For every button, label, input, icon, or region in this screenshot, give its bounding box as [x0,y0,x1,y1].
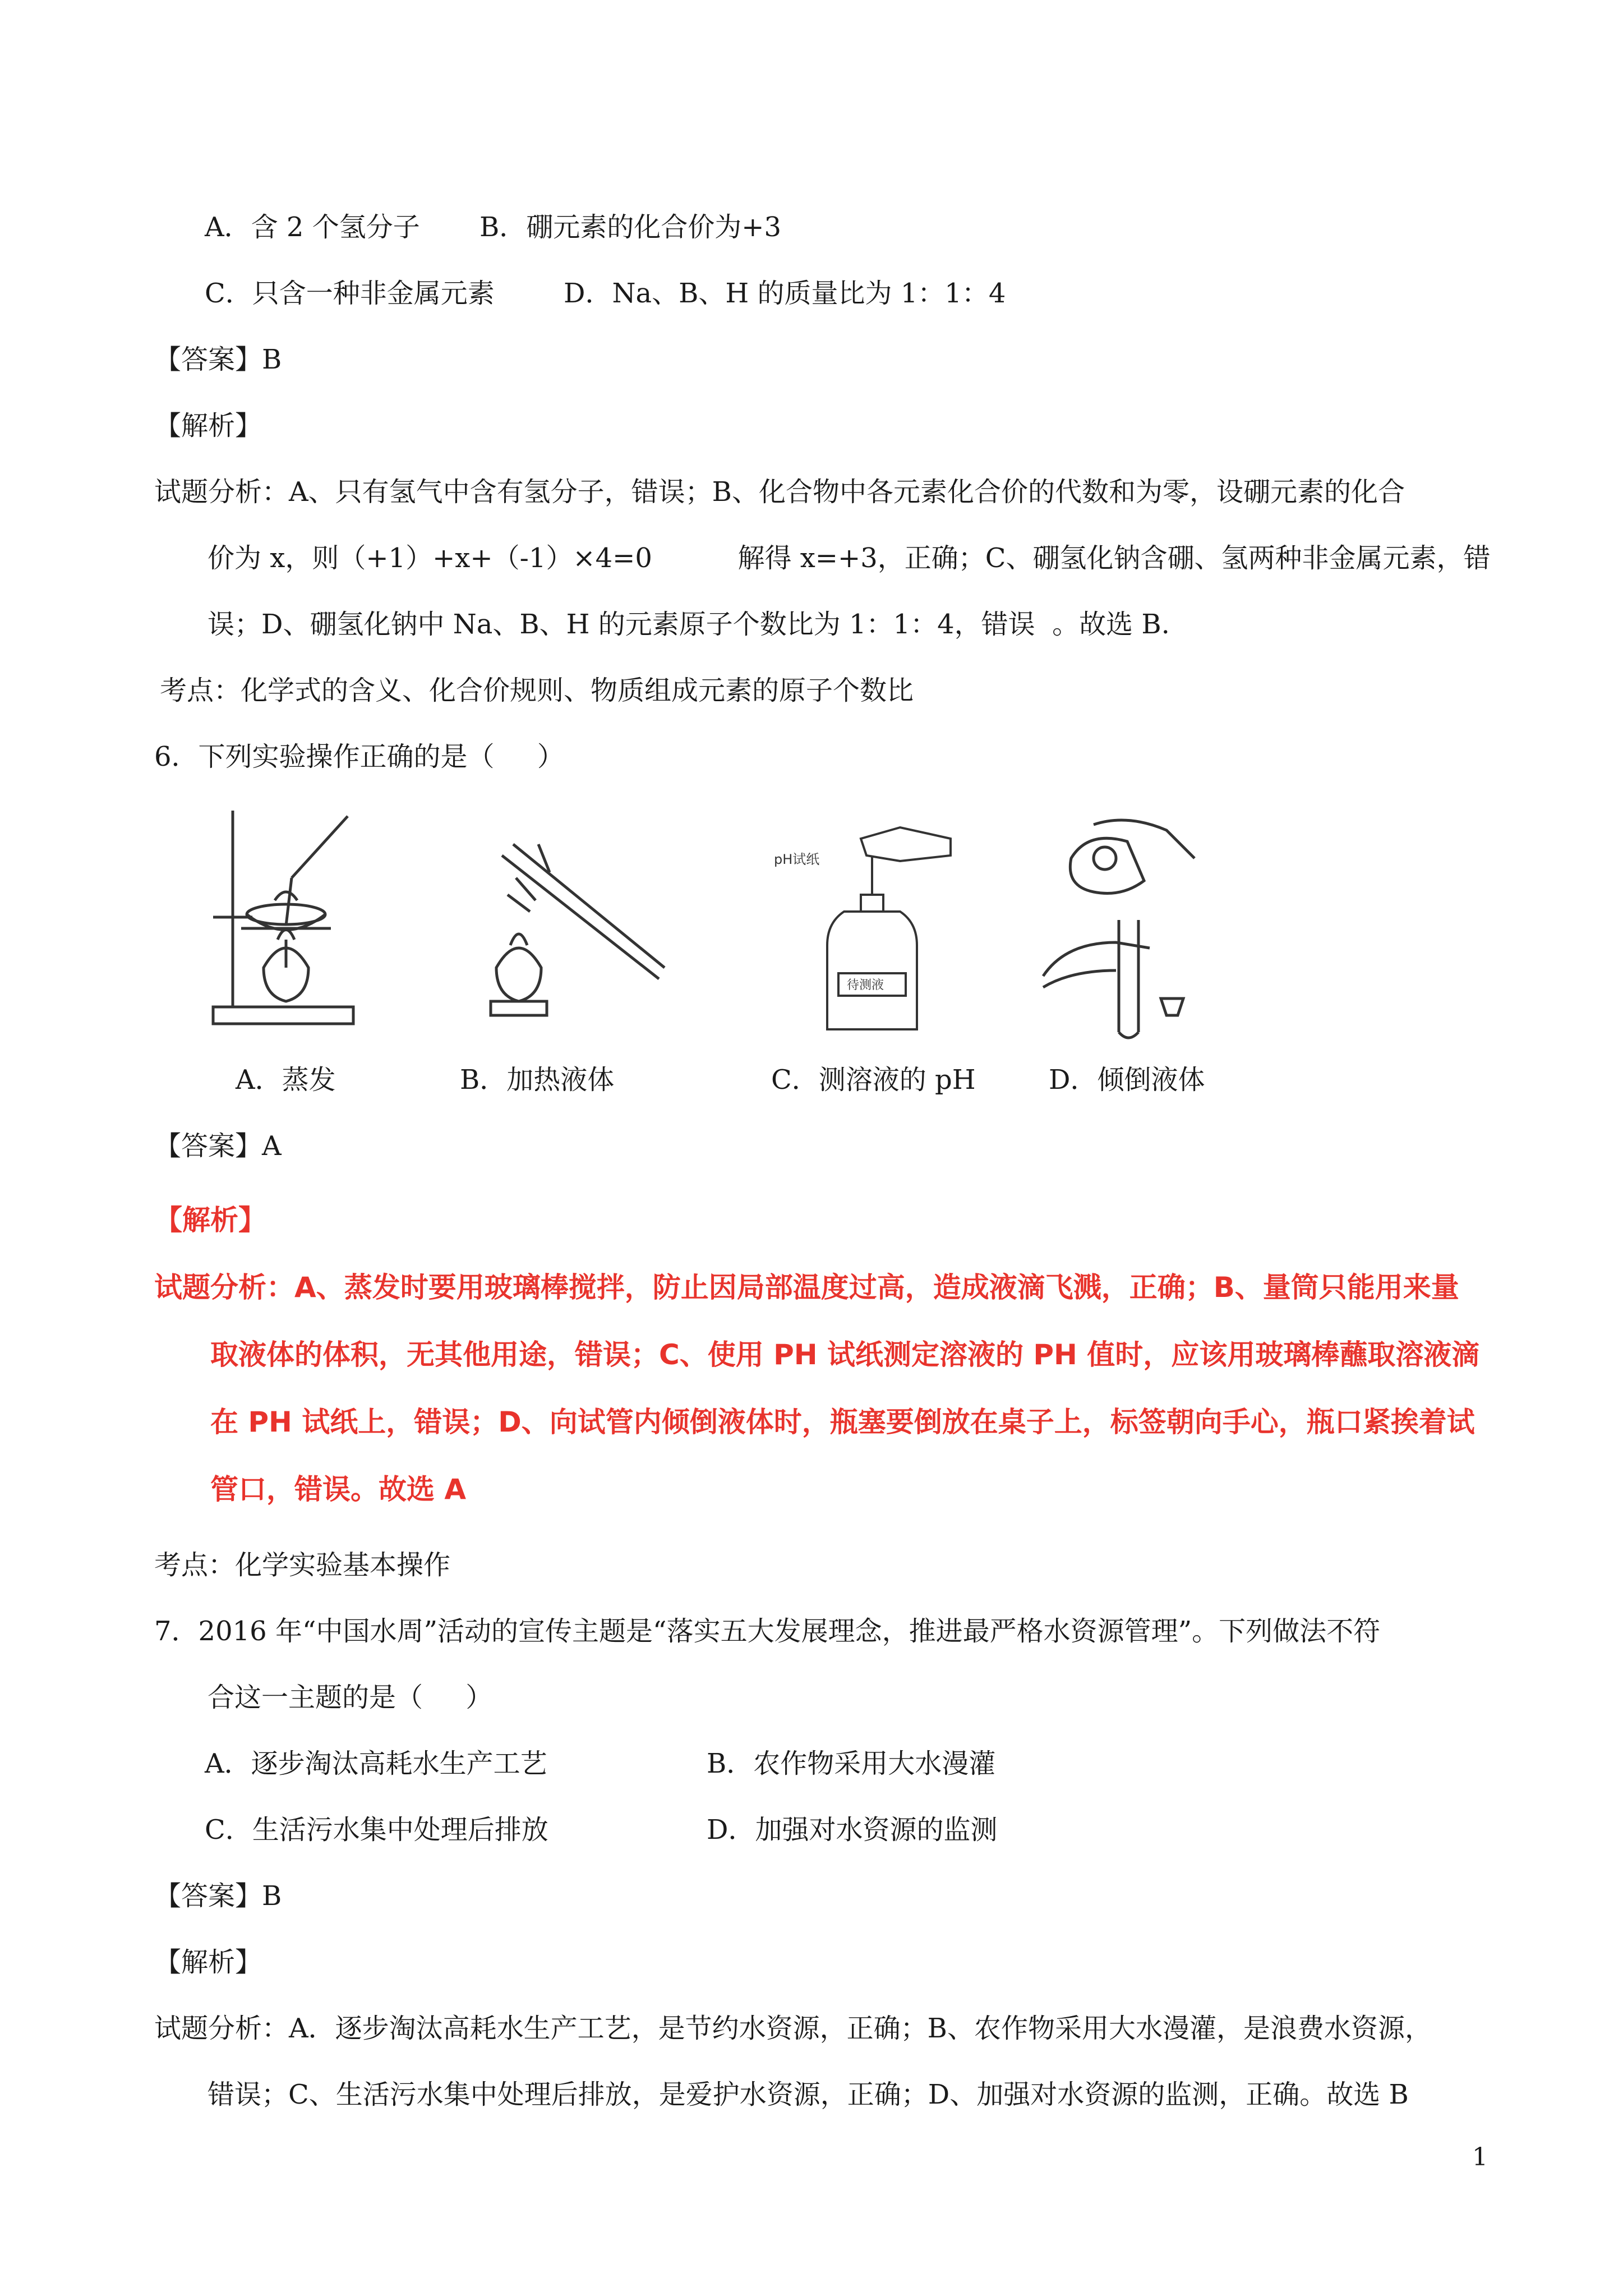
q6-analysis-line-3: 在 PH 试纸上，错误；D、向试管内倾倒液体时，瓶塞要倒放在桌子上，标签朝向手心，瓶口紧挨着试 [210,1406,1475,1438]
pouring-liquid-icon [1032,808,1200,1049]
page-number: 1 [1472,2143,1488,2171]
heating-test-tube-icon [474,833,670,1035]
q5-analysis-line-3: 误；D、硼氢化钠中 Na、B、H 的元素原子个数比为 1：1：4，错误 。故选 B. [208,609,1170,640]
q5-kaodian: 考点：化学式的含义、化合价规则、物质组成元素的原子个数比 [160,675,914,706]
q6-figure-a-caption: A．蒸发 [236,1064,336,1096]
q7-option-a: A．逐步淘汰高耗水生产工艺 [205,1748,547,1779]
q6-figure-d-caption: D．倾倒液体 [1049,1064,1205,1096]
q5-analysis-line-2: 价为 x，则（+1）+x+（-1）×4=0 解得 x=+3，正确；C、硼氢化钠含硼、氢两种非金属元素，错 [208,542,1491,574]
q7-option-c: C．生活污水集中处理后排放 [205,1814,548,1846]
q6-figure-c-caption: C．测溶液的 pH [771,1064,976,1096]
q7-analysis-line-1: 试题分析：A．逐步淘汰高耗水生产工艺，是节约水资源，正确；B、农作物采用大水漫灌，是浪费水资源， [154,2013,1432,2044]
bottle-label: 待测液 [847,978,884,992]
q7-option-d: D．加强对水资源的监测 [707,1814,998,1846]
q5-analysis-title: 【解析】 [154,410,262,441]
q5-option-b: B．硼元素的化合价为+3 [479,211,782,243]
q5-answer: 【答案】B [154,344,282,375]
q7-stem-line-2: 合这一主题的是（ ） [208,1682,493,1713]
q6-analysis-line-2: 取液体的体积，无其他用途，错误；C、使用 PH 试纸测定溶液的 PH 值时，应该用玻璃棒蘸取溶液滴 [210,1338,1480,1371]
q5-analysis-line-1: 试题分析：A、只有氢气中含有氢分子，错误；B、化合物中各元素化合价的代数和为零，设硼元素的化合 [154,476,1405,508]
q7-analysis-title: 【解析】 [154,1947,262,1978]
q6-figure-b-caption: B．加热液体 [460,1064,615,1096]
q7-answer: 【答案】B [154,1880,282,1912]
ph-paper-label: pH试纸 [774,852,820,867]
q5-option-a: A．含 2 个氢分子 [205,211,420,243]
evaporation-apparatus-icon [208,799,376,1035]
q6-analysis-line-4: 管口，错误。故选 A [210,1473,467,1506]
ph-test-bottle-icon [771,822,973,1041]
q6-analysis-title: 【解析】 [154,1204,266,1236]
q5-option-d: D．Na、B、H 的质量比为 1：1：4 [564,278,1006,309]
q6-stem: 6．下列实验操作正确的是（ ） [154,741,564,772]
q7-analysis-line-2: 错误；C、生活污水集中处理后排放，是爱护水资源，正确；D、加强对水资源的监测，正确。故选 B [208,2079,1409,2110]
q7-stem-line-1: 7．2016 年“中国水周”活动的宣传主题是“落实五大发展理念，推进最严格水资源管理”。下列做法不符 [154,1616,1381,1647]
q5-option-c: C．只含一种非金属元素 [205,278,495,309]
q6-answer: 【答案】A [154,1130,282,1162]
q7-option-b: B．农作物采用大水漫灌 [707,1748,996,1779]
q6-analysis-line-1: 试题分析：A、蒸发时要用玻璃棒搅拌，防止因局部温度过高，造成液滴飞溅，正确；B、量筒只能用来量 [154,1271,1459,1304]
q6-kaodian: 考点：化学实验基本操作 [154,1549,451,1581]
